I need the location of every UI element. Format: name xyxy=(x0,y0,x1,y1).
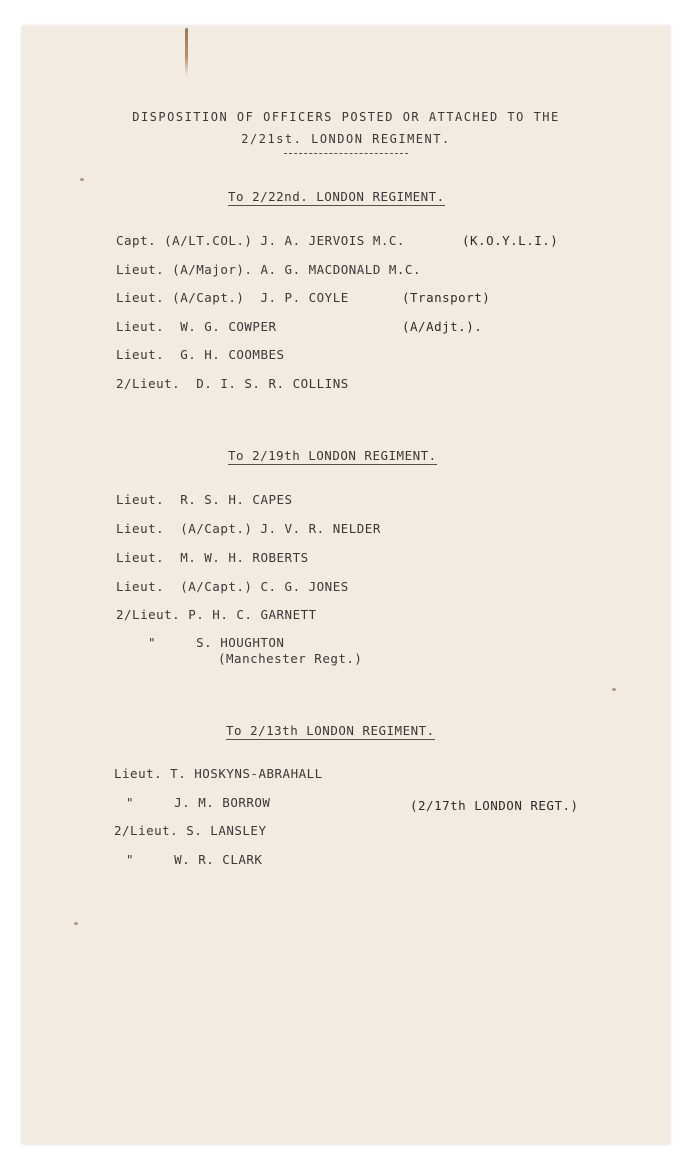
officer-entry: " J. M. BORROW xyxy=(126,795,271,810)
officer-entry: " S. HOUGHTON xyxy=(148,635,285,650)
paper-spot xyxy=(74,922,78,925)
officer-entry: 2/Lieut. P. H. C. GARNETT xyxy=(116,607,317,622)
officer-entry: Lieut. M. W. H. ROBERTS xyxy=(116,550,309,565)
officer-entry: Lieut. (A/Capt.) J. P. COYLE xyxy=(116,290,349,305)
officer-entry: Lieut. R. S. H. CAPES xyxy=(116,492,293,507)
officer-entry: Lieut. (A/Major). A. G. MACDONALD M.C. xyxy=(116,262,421,277)
officer-note: (2/17th LONDON REGT.) xyxy=(410,798,579,813)
section-heading-2-13th: To 2/13th LONDON REGIMENT. xyxy=(226,723,435,738)
officer-entry: " W. R. CLARK xyxy=(126,852,263,867)
officer-entry: 2/Lieut. S. LANSLEY xyxy=(114,823,267,838)
paper-spot xyxy=(612,688,616,691)
paper-spot xyxy=(80,178,84,181)
officer-entry: Lieut. T. HOSKYNS-ABRAHALL xyxy=(114,766,323,781)
rust-stain xyxy=(185,28,188,76)
officer-note: (Transport) xyxy=(402,290,491,305)
document-title-line-1: DISPOSITION OF OFFICERS POSTED OR ATTACHED TO THE xyxy=(132,110,560,124)
officer-entry: Lieut. (A/Capt.) J. V. R. NELDER xyxy=(116,521,381,536)
document-page xyxy=(22,26,670,1144)
officer-entry: Lieut. W. G. COWPER xyxy=(116,319,277,334)
officer-regiment-note: (Manchester Regt.) xyxy=(218,651,363,666)
officer-entry: Capt. (A/LT.COL.) J. A. JERVOIS M.C. xyxy=(116,233,405,248)
title-underline xyxy=(284,153,408,154)
section-heading-2-19th: To 2/19th LONDON REGIMENT. xyxy=(228,448,437,463)
officer-note: (A/Adjt.). xyxy=(402,319,483,334)
officer-entry: 2/Lieut. D. I. S. R. COLLINS xyxy=(116,376,349,391)
officer-entry: Lieut. G. H. COOMBES xyxy=(116,347,285,362)
officer-note: (K.O.Y.L.I.) xyxy=(462,233,559,248)
document-title-line-2: 2/21st. LONDON REGIMENT. xyxy=(241,132,451,146)
officer-entry: Lieut. (A/Capt.) C. G. JONES xyxy=(116,579,349,594)
section-heading-2-22nd: To 2/22nd. LONDON REGIMENT. xyxy=(228,189,445,204)
